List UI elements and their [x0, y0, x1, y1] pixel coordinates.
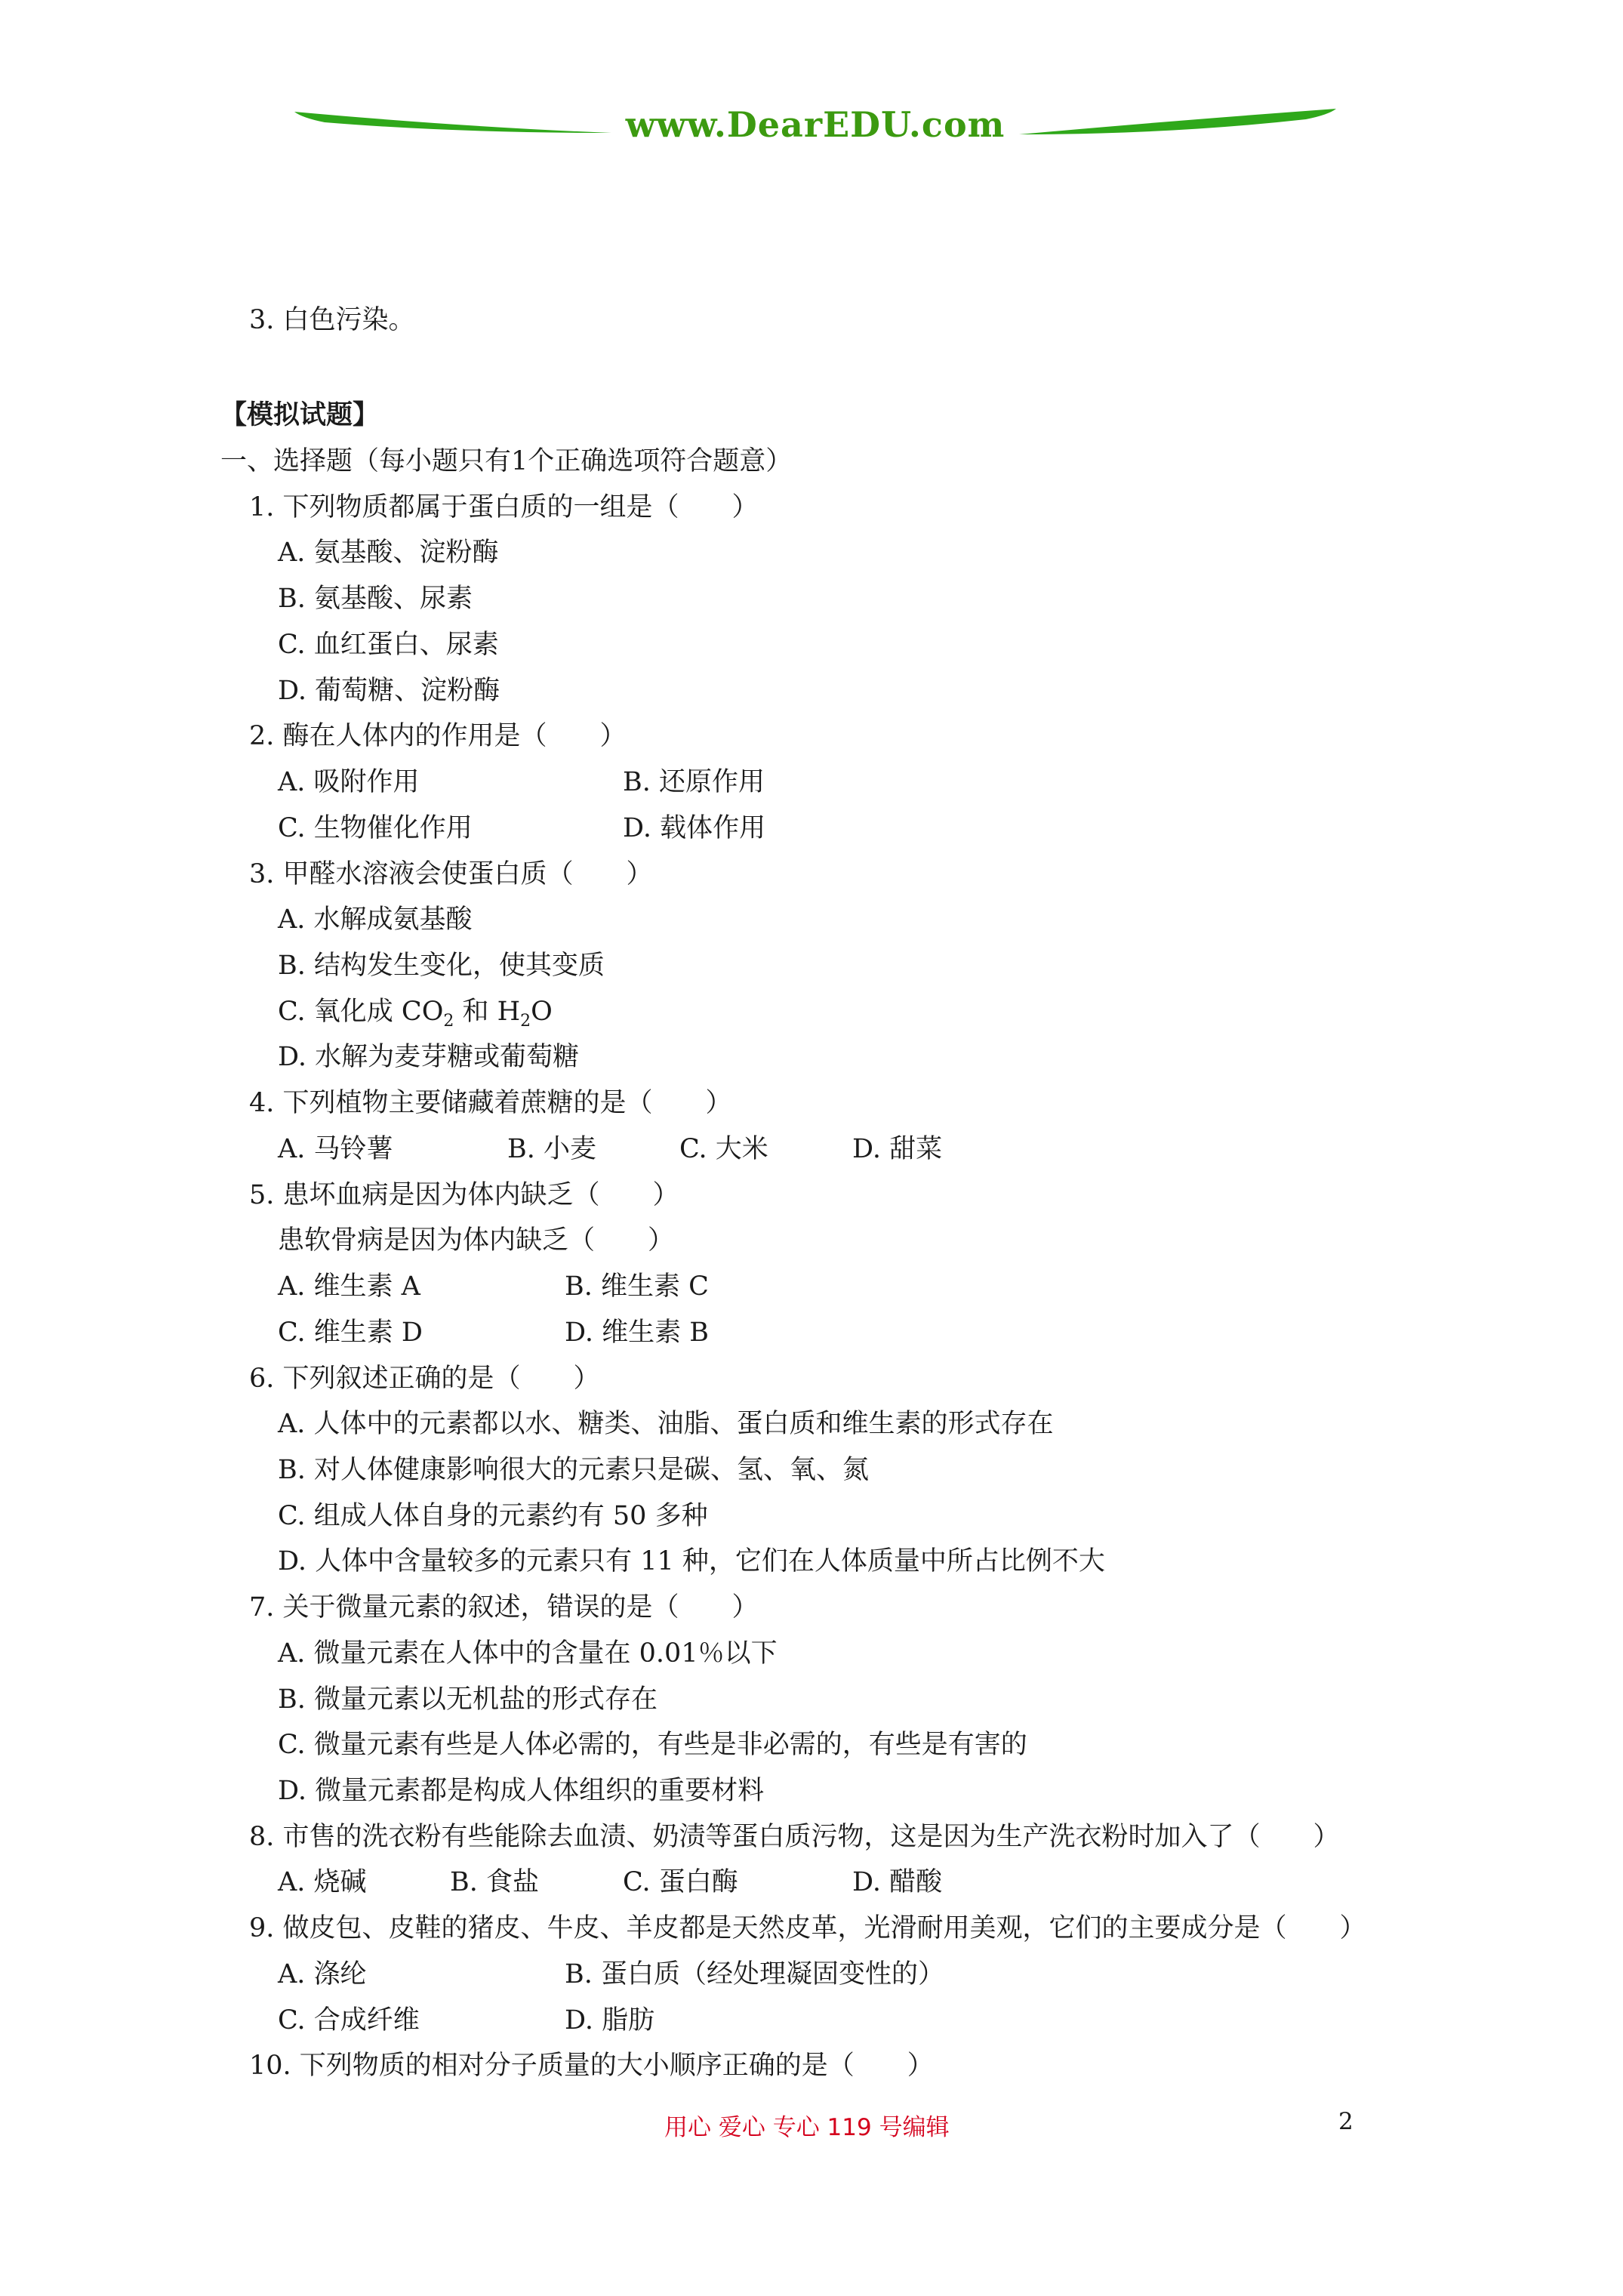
question-3-option-b: B. 结构发生变化，使其变质 [278, 951, 605, 981]
question-4-stem: 4. 下列植物主要储藏着蔗糖的是（ ） [249, 1088, 732, 1118]
question-1-stem: 1. 下列物质都属于蛋白质的一组是（ ） [249, 492, 759, 522]
question-2-stem: 2. 酶在人体内的作用是（ ） [249, 721, 627, 751]
question-3-stem: 3. 甲醛水溶液会使蛋白质（ ） [249, 859, 653, 889]
question-7-option-d: D. 微量元素都是构成人体组织的重要材料 [278, 1776, 765, 1806]
site-logo-text: www.DearEDU.com [625, 104, 1006, 145]
question-2-option-c: C. 生物催化作用 [278, 813, 473, 843]
question-6-option-b: B. 对人体健康影响很大的元素只是碳、氢、氧、氮 [278, 1455, 869, 1485]
header-banner [294, 91, 1336, 159]
question-9-option-b: B. 蛋白质（经处理凝固变性的） [565, 1959, 944, 1989]
question-1-option-c: C. 血红蛋白、尿素 [278, 630, 499, 660]
question-6-stem: 6. 下列叙述正确的是（ ） [249, 1364, 600, 1394]
question-3-option-c-suffix: O [531, 997, 553, 1027]
question-5-option-c: C. 维生素 D [278, 1318, 423, 1348]
question-5-option-b: B. 维生素 C [565, 1271, 709, 1302]
question-8-stem: 8. 市售的洗衣粉有些能除去血渍、奶渍等蛋白质污物，这是因为生产洗衣粉时加入了（ ） [249, 1822, 1340, 1852]
question-8-option-d: D. 醋酸 [852, 1867, 943, 1897]
question-9-option-c: C. 合成纤维 [278, 2005, 420, 2036]
question-7-option-c: C. 微量元素有些是人体必需的，有些是非必需的，有些是有害的 [278, 1730, 1027, 1760]
question-1-option-a: A. 氨基酸、淀粉酶 [278, 538, 499, 568]
question-7-option-b: B. 微量元素以无机盐的形式存在 [278, 1684, 658, 1715]
footer-text: 用心 爱心 专心 119 号编辑 [664, 2114, 950, 2141]
question-9-stem: 9. 做皮包、皮鞋的猪皮、牛皮、羊皮都是天然皮革，光滑耐用美观，它们的主要成分是（ ） [249, 1913, 1366, 1943]
question-8-option-b: B. 食盐 [450, 1867, 539, 1897]
question-5-option-d: D. 维生素 B [565, 1318, 709, 1348]
subscript-2: 2 [443, 1012, 454, 1031]
question-3-option-c [278, 997, 553, 1031]
question-8-option-a: A. 烧碱 [278, 1867, 367, 1897]
question-4-option-d: D. 甜菜 [852, 1134, 943, 1164]
question-3-option-a: A. 水解成氨基酸 [278, 905, 473, 935]
question-3-option-d: D. 水解为麦芽糖或葡萄糖 [278, 1042, 580, 1072]
section-title: 【模拟试题】 [220, 399, 380, 430]
question-7-option-a: A. 微量元素在人体中的含量在 0.01％以下 [278, 1638, 778, 1669]
question-3-option-c-mid: 和 H [454, 997, 521, 1027]
question-1-option-d: D. 葡萄糖、淀粉酶 [278, 676, 500, 706]
question-10-stem: 10. 下列物质的相对分子质量的大小顺序正确的是（ ） [249, 2051, 934, 2081]
question-4-option-a: A. 马铃薯 [278, 1134, 393, 1164]
question-9-option-d: D. 脂肪 [565, 2005, 655, 2036]
question-7-stem: 7. 关于微量元素的叙述，错误的是（ ） [249, 1592, 759, 1623]
question-2-option-a: A. 吸附作用 [278, 767, 420, 797]
question-6-option-d: D. 人体中含量较多的元素只有 11 种，它们在人体质量中所占比例不大 [278, 1546, 1105, 1576]
subscript-2: 2 [520, 1012, 531, 1031]
question-4-option-b: B. 小麦 [507, 1134, 596, 1164]
question-3-option-c-prefix: C. 氧化成 CO [278, 997, 444, 1027]
page-number: 2 [1338, 2108, 1354, 2135]
question-1-option-b: B. 氨基酸、尿素 [278, 584, 473, 614]
question-8-option-c: C. 蛋白酶 [623, 1867, 738, 1897]
question-9-option-a: A. 涤纶 [278, 1959, 367, 1989]
part-title: 一、选择题（每小题只有1个正确选项符合题意） [220, 446, 793, 476]
question-5-option-a: A. 维生素 A [278, 1271, 420, 1302]
question-2-option-d: D. 载体作用 [623, 813, 766, 843]
question-4-option-c: C. 大米 [679, 1134, 768, 1164]
question-6-option-a: A. 人体中的元素都以水、糖类、油脂、蛋白质和维生素的形式存在 [278, 1409, 1054, 1439]
question-5-stem-2: 患软骨病是因为体内缺乏（ ） [278, 1225, 675, 1256]
question-6-option-c: C. 组成人体自身的元素约有 50 多种 [278, 1501, 708, 1531]
intro-item: 3. 白色污染。 [249, 305, 415, 335]
question-5-stem: 5. 患坏血病是因为体内缺乏（ ） [249, 1180, 679, 1210]
question-2-option-b: B. 还原作用 [623, 767, 765, 797]
